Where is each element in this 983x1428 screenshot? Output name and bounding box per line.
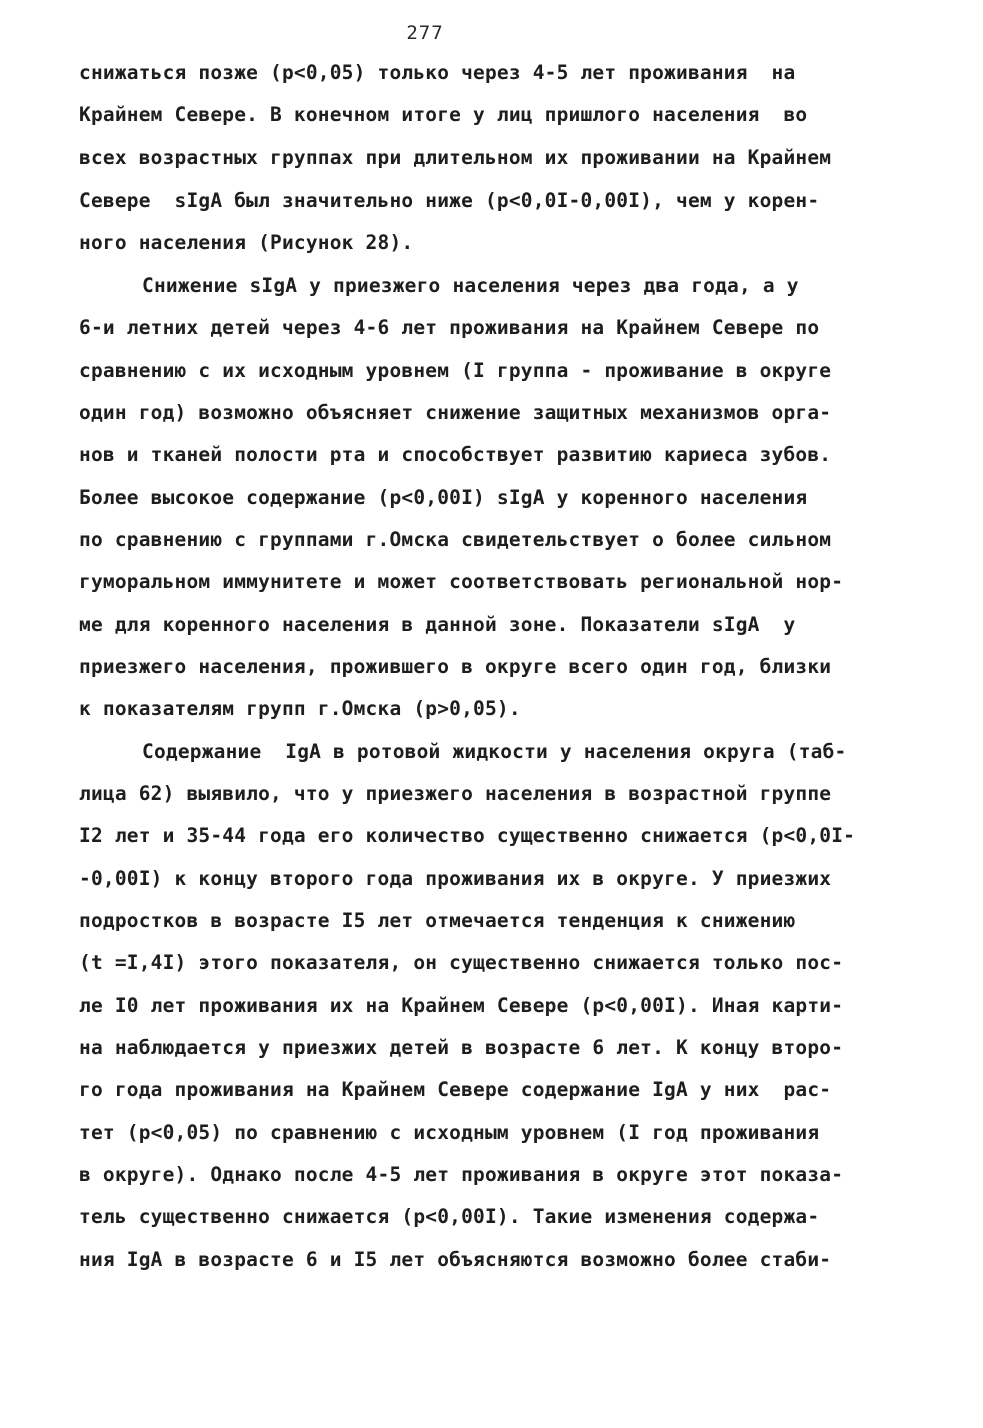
text-line: ле I0 лет проживания их на Крайнем Севере (p<0,00I). Иная карти- — [79, 994, 844, 1017]
text-line: -0,00I) к концу второго года проживания их в округе. У приезжих — [79, 867, 832, 890]
text-line: Снижение sIgA у приезжего населения через два года, а у — [142, 274, 799, 297]
text-line: ного населения (Рисунок 28). — [79, 231, 414, 254]
text-line: подростков в возрасте I5 лет отмечается тенденция к снижению — [79, 909, 796, 932]
text-line: Крайнем Севере. В конечном итоге у лиц пришлого населения во — [79, 103, 808, 126]
text-line: Содержание IgA в ротовой жидкости у населения округа (таб- — [142, 740, 847, 763]
text-line: ния IgA в возрасте 6 и I5 лет объясняются возможно более стаби- — [79, 1248, 832, 1271]
text-line: тель существенно снижается (p<0,00I). Такие изменения содержа- — [79, 1205, 820, 1228]
page-number: 277 — [406, 22, 444, 44]
text-line: сравнению с их исходным уровнем (I группа - проживание в округе — [79, 359, 832, 382]
text-line: ме для коренного населения в данной зоне. Показатели sIgA у — [79, 613, 796, 636]
text-line: Более высокое содержание (p<0,00I) sIgA у коренного населения — [79, 486, 808, 509]
text-line: Севере sIgA был значительно ниже (p<0,0I-0,00I), чем у корен- — [79, 189, 820, 212]
text-line: всех возрастных группах при длительном их проживании на Крайнем — [79, 146, 832, 169]
text-line: к показателям групп г.Омска (p>0,05). — [79, 697, 521, 720]
text-line: на наблюдается у приезжих детей в возрасте 6 лет. К концу второ- — [79, 1036, 844, 1059]
text-line: лица 62) выявило, что у приезжего населения в возрастной группе — [79, 782, 832, 805]
text-line: 6-и летних детей через 4-6 лет проживания на Крайнем Севере по — [79, 316, 820, 339]
text-line: гуморальном иммунитете и может соответствовать региональной нор- — [79, 570, 844, 593]
text-line: по сравнению с группами г.Омска свидетельствует о более сильном — [79, 528, 832, 551]
text-line: тет (p<0,05) по сравнению с исходным уровнем (I год проживания — [79, 1121, 820, 1144]
text-line: снижаться позже (p<0,05) только через 4-5 лет проживания на — [79, 61, 796, 84]
text-line: нов и тканей полости рта и способствует развитию кариеса зубов. — [79, 443, 832, 466]
text-line: приезжего населения, прожившего в округе всего один год, близки — [79, 655, 832, 678]
text-line: в округе). Однако после 4-5 лет проживания в округе этот показа- — [79, 1163, 844, 1186]
text-line: I2 лет и 35-44 года его количество существенно снижается (p<0,0I- — [79, 824, 856, 847]
text-line: го года проживания на Крайнем Севере содержание IgA у них рас- — [79, 1078, 832, 1101]
text-line: один год) возможно объясняет снижение защитных механизмов орга- — [79, 401, 832, 424]
text-line: (t =I,4I) этого показателя, он существенно снижается только пос- — [79, 951, 844, 974]
